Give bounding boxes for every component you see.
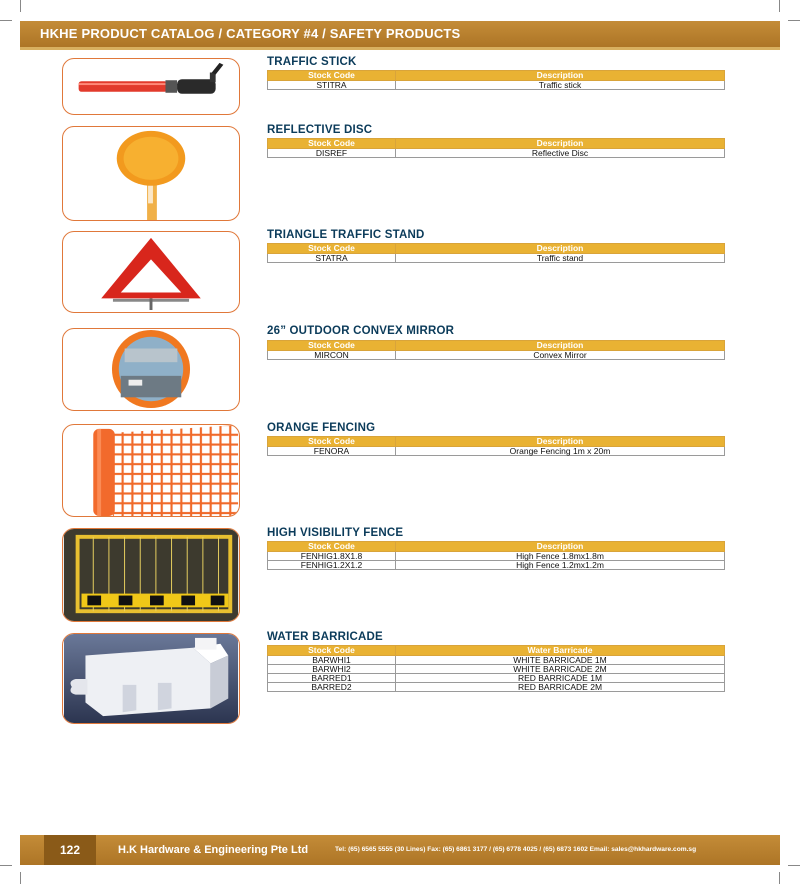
product-table — [267, 138, 725, 158]
description: RED BARRICADE 1M — [396, 674, 725, 683]
table-row — [268, 683, 725, 692]
column-header: Description — [396, 71, 725, 81]
warning-triangle-image — [62, 231, 240, 313]
high-visibility-fence-image — [62, 528, 240, 622]
stock-code: DISREF — [268, 149, 396, 158]
description: WHITE BARRICADE 1M — [396, 656, 725, 665]
product-title: TRIANGLE TRAFFIC STAND — [267, 229, 425, 241]
crop-mark — [788, 20, 800, 21]
stock-code: FENHIG1.8X1.8 — [268, 552, 396, 561]
page-header: HKHE PRODUCT CATALOG / CATEGORY #4 / SAFETY PRODUCTS — [20, 21, 780, 47]
product-title: 26” OUTDOOR CONVEX MIRROR — [267, 325, 455, 337]
description: High Fence 1.2mx1.2m — [396, 561, 725, 570]
stock-code: STATRA — [268, 254, 396, 263]
table-row — [268, 447, 725, 456]
product-title: ORANGE FENCING — [267, 422, 376, 434]
stock-code: MIRCON — [268, 351, 396, 360]
column-header: Stock Code — [268, 542, 396, 552]
table-row — [268, 81, 725, 90]
column-header: Stock Code — [268, 71, 396, 81]
stock-code: FENHIG1.2X1.2 — [268, 561, 396, 570]
description: Orange Fencing 1m x 20m — [396, 447, 725, 456]
product-title: WATER BARRICADE — [267, 631, 383, 643]
convex-mirror-image — [62, 328, 240, 411]
orange-fencing-image — [62, 424, 240, 517]
product-title: TRAFFIC STICK — [267, 56, 357, 68]
column-header: Description — [396, 244, 725, 254]
column-header: Description — [396, 341, 725, 351]
stock-code: BARRED2 — [268, 683, 396, 692]
company-name: H.K Hardware & Engineering Pte Ltd — [118, 844, 309, 856]
description: High Fence 1.8mx1.8m — [396, 552, 725, 561]
product-title: REFLECTIVE DISC — [267, 124, 373, 136]
description: RED BARRICADE 2M — [396, 683, 725, 692]
table-row — [268, 149, 725, 158]
table-row — [268, 351, 725, 360]
stock-code: BARRED1 — [268, 674, 396, 683]
product-table — [267, 436, 725, 456]
reflective-disc-image — [62, 126, 240, 221]
header-strip — [20, 47, 780, 50]
column-header: Description — [396, 437, 725, 447]
crop-mark — [20, 872, 21, 884]
stock-code: BARWHI1 — [268, 656, 396, 665]
column-header: Stock Code — [268, 646, 396, 656]
column-header: Stock Code — [268, 139, 396, 149]
contact-info: Tel: (65) 6565 5555 (30 Lines) Fax: (65) 6861 3177 / (65) 6778 4025 / (65) 6873 1602 Email: sales@hkhardware.com.sg — [335, 846, 697, 853]
product-table — [267, 243, 725, 263]
description: WHITE BARRICADE 2M — [396, 665, 725, 674]
traffic-stick-image — [62, 58, 240, 115]
description: Reflective Disc — [396, 149, 725, 158]
water-barricade-image — [62, 633, 240, 724]
description: Traffic stick — [396, 81, 725, 90]
product-title: HIGH VISIBILITY FENCE — [267, 527, 404, 539]
column-header: Description — [396, 542, 725, 552]
table-row — [268, 561, 725, 570]
page-number: 122 — [44, 835, 96, 865]
crop-mark — [0, 865, 12, 866]
column-header: Description — [396, 139, 725, 149]
table-row — [268, 254, 725, 263]
stock-code: STITRA — [268, 81, 396, 90]
product-table — [267, 70, 725, 90]
stock-code: FENORA — [268, 447, 396, 456]
crop-mark — [779, 0, 780, 12]
description: Traffic stand — [396, 254, 725, 263]
crop-mark — [779, 872, 780, 884]
column-header: Stock Code — [268, 244, 396, 254]
crop-mark — [0, 20, 12, 21]
stock-code: BARWHI2 — [268, 665, 396, 674]
crop-mark — [20, 0, 21, 12]
description: Convex Mirror — [396, 351, 725, 360]
column-header: Stock Code — [268, 437, 396, 447]
product-table — [267, 541, 725, 570]
product-table — [267, 645, 725, 692]
product-table — [267, 340, 725, 360]
column-header: Stock Code — [268, 341, 396, 351]
crop-mark — [788, 865, 800, 866]
column-header: Water Barricade — [396, 646, 725, 656]
